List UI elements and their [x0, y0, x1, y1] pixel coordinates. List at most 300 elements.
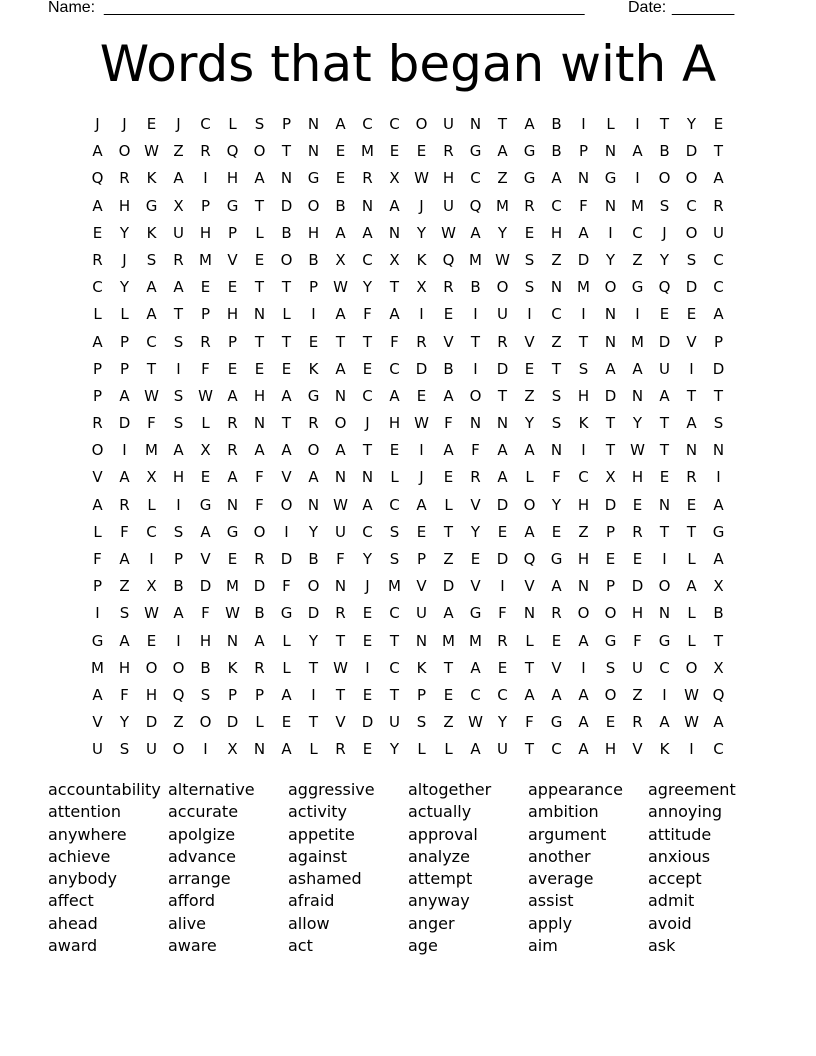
- grid-letter: S: [173, 332, 184, 351]
- grid-letter: V: [551, 658, 562, 677]
- grid-letter: I: [689, 740, 694, 759]
- grid-letter: W: [333, 495, 348, 514]
- grid-letter: O: [658, 577, 671, 596]
- grid-letter: T: [389, 278, 400, 297]
- grid-letter: F: [282, 577, 291, 596]
- grid-letter: W: [144, 604, 159, 623]
- grid-letter: W: [225, 604, 240, 623]
- grid-letter: V: [524, 577, 535, 596]
- grid-letter: O: [604, 604, 617, 623]
- grid-letter: Q: [442, 250, 455, 269]
- grid-letter: U: [659, 359, 670, 378]
- grid-letter: D: [361, 713, 374, 732]
- grid-letter: X: [200, 441, 211, 460]
- grid-letter: A: [227, 468, 238, 487]
- grid-letter: P: [119, 332, 130, 351]
- grid-letter: A: [524, 115, 535, 133]
- grid-letter: G: [145, 196, 158, 215]
- grid-letter: J: [662, 223, 667, 242]
- grid-letter: D: [496, 495, 509, 514]
- grid-letter: M: [388, 577, 401, 596]
- grid-row: [84, 628, 732, 655]
- grid-letter: A: [308, 468, 319, 487]
- grid-letter: G: [550, 713, 563, 732]
- grid-letter: A: [497, 441, 508, 460]
- grid-letter: C: [470, 169, 481, 188]
- grid-letter: T: [335, 332, 346, 351]
- grid-letter: I: [419, 441, 424, 460]
- grid-letter: Z: [578, 522, 589, 541]
- grid-letter: A: [335, 441, 346, 460]
- grid-letter: P: [281, 115, 292, 133]
- grid-letter: A: [551, 685, 562, 704]
- grid-row: [84, 220, 732, 247]
- word-item: act: [288, 936, 313, 956]
- grid-letter: D: [577, 250, 590, 269]
- grid-letter: M: [469, 631, 482, 650]
- grid-letter: H: [253, 386, 266, 405]
- word-item: appearance: [528, 780, 623, 799]
- grid-letter: M: [469, 250, 482, 269]
- grid-letter: A: [524, 441, 535, 460]
- grid-letter: P: [605, 577, 616, 596]
- grid-row: [84, 247, 732, 274]
- grid-letter: H: [226, 305, 239, 324]
- grid-letter: W: [144, 142, 159, 161]
- grid-letter: E: [443, 468, 454, 487]
- grid-letter: W: [414, 169, 429, 188]
- grid-letter: Z: [551, 332, 562, 351]
- grid-letter: T: [686, 386, 697, 405]
- grid-letter: I: [284, 522, 289, 541]
- grid-letter: A: [659, 713, 670, 732]
- grid-letter: H: [145, 685, 158, 704]
- grid-letter: E: [686, 305, 697, 324]
- grid-letter: C: [389, 658, 400, 677]
- grid-letter: A: [578, 713, 589, 732]
- grid-letter: D: [307, 604, 320, 623]
- grid-letter: I: [527, 305, 532, 324]
- grid-letter: E: [200, 468, 211, 487]
- grid-letter: P: [200, 305, 211, 324]
- grid-letter: X: [713, 658, 724, 677]
- grid-letter: A: [416, 495, 427, 514]
- grid-letter: O: [280, 250, 293, 269]
- grid-letter: U: [416, 604, 427, 623]
- grid-letter: C: [578, 468, 589, 487]
- grid-letter: O: [415, 115, 428, 133]
- grid-letter: G: [712, 522, 725, 541]
- grid-letter: S: [146, 250, 157, 269]
- word-item: apolgize: [168, 824, 236, 844]
- grid-letter: M: [91, 658, 104, 677]
- grid-letter: I: [365, 658, 370, 677]
- grid-letter: I: [311, 685, 316, 704]
- grid-letter: O: [685, 223, 698, 242]
- grid-letter: F: [444, 414, 453, 433]
- grid-letter: A: [335, 115, 346, 133]
- grid-letter: R: [173, 250, 184, 269]
- grid-letter: C: [146, 522, 157, 541]
- grid-letter: E: [632, 495, 643, 514]
- grid-letter: Q: [172, 685, 185, 704]
- grid-letter: D: [604, 495, 617, 514]
- grid-letter: E: [335, 169, 346, 188]
- word-item: arrange: [168, 869, 231, 889]
- grid-letter: P: [227, 223, 238, 242]
- word-item: altogether: [408, 780, 492, 799]
- grid-letter: S: [551, 386, 562, 405]
- grid-letter: E: [416, 142, 427, 161]
- grid-letter: U: [443, 196, 454, 215]
- word-column: [288, 779, 408, 957]
- word-item: against: [288, 846, 347, 866]
- word-item: award: [48, 936, 98, 956]
- grid-letter: E: [659, 305, 670, 324]
- grid-letter: N: [388, 223, 401, 242]
- grid-letter: F: [552, 468, 561, 487]
- grid-letter: W: [144, 386, 159, 405]
- grid-letter: A: [281, 386, 292, 405]
- grid-letter: E: [362, 359, 373, 378]
- grid-letter: B: [308, 550, 319, 568]
- grid-letter: D: [496, 550, 509, 568]
- grid-letter: A: [524, 522, 535, 541]
- grid-letter: G: [91, 631, 104, 650]
- grid-letter: L: [282, 631, 291, 650]
- grid-letter: Y: [632, 414, 643, 433]
- grid-letter: G: [469, 604, 482, 623]
- grid-letter: E: [227, 359, 238, 378]
- grid-letter: R: [632, 713, 643, 732]
- grid-letter: E: [335, 142, 346, 161]
- grid-row: [84, 655, 732, 682]
- grid-letter: V: [92, 713, 103, 732]
- grid-letter: N: [334, 386, 347, 405]
- grid-letter: K: [416, 658, 427, 677]
- grid-letter: G: [280, 604, 293, 623]
- grid-letter: C: [389, 359, 400, 378]
- grid-letter: N: [253, 740, 266, 759]
- grid-letter: A: [173, 441, 184, 460]
- grid-row: [84, 546, 732, 573]
- grid-letter: A: [281, 740, 292, 759]
- grid-letter: I: [581, 115, 586, 133]
- grid-letter: T: [254, 278, 265, 297]
- grid-letter: A: [281, 441, 292, 460]
- grid-letter: T: [335, 685, 346, 704]
- grid-letter: O: [118, 142, 131, 161]
- grid-letter: F: [336, 550, 345, 568]
- grid-letter: R: [632, 522, 643, 541]
- grid-letter: Y: [605, 250, 616, 269]
- grid-letter: A: [659, 386, 670, 405]
- grid-letter: Z: [173, 142, 184, 161]
- grid-letter: N: [712, 441, 725, 460]
- grid-row: [84, 519, 732, 546]
- grid-letter: T: [659, 115, 670, 133]
- grid-letter: X: [227, 740, 238, 759]
- grid-letter: O: [253, 142, 266, 161]
- word-item: aware: [168, 936, 217, 956]
- grid-letter: O: [199, 713, 212, 732]
- grid-letter: P: [92, 577, 103, 596]
- grid-letter: Q: [469, 196, 482, 215]
- grid-letter: A: [686, 577, 697, 596]
- grid-letter: T: [281, 142, 292, 161]
- grid-letter: E: [200, 278, 211, 297]
- grid-letter: G: [307, 169, 320, 188]
- word-item: allow: [288, 913, 330, 933]
- grid-letter: T: [578, 332, 589, 351]
- grid-letter: A: [524, 685, 535, 704]
- grid-letter: O: [172, 740, 185, 759]
- grid-letter: R: [335, 604, 346, 623]
- grid-letter: Z: [632, 250, 643, 269]
- grid-letter: M: [199, 250, 212, 269]
- grid-letter: V: [632, 740, 643, 759]
- grid-letter: A: [362, 223, 373, 242]
- grid-letter: R: [551, 604, 562, 623]
- grid-letter: O: [496, 278, 509, 297]
- grid-letter: B: [200, 658, 211, 677]
- grid-letter: R: [497, 332, 508, 351]
- word-item: attention: [48, 802, 121, 822]
- grid-letter: T: [659, 522, 670, 541]
- grid-letter: D: [604, 386, 617, 405]
- grid-letter: A: [713, 305, 724, 324]
- grid-letter: A: [470, 740, 481, 759]
- grid-letter: N: [523, 604, 536, 623]
- grid-letter: C: [632, 223, 643, 242]
- grid-letter: I: [122, 441, 127, 460]
- grid-letter: I: [581, 441, 586, 460]
- grid-letter: C: [497, 685, 508, 704]
- grid-letter: L: [282, 658, 291, 677]
- grid-letter: O: [469, 386, 482, 405]
- grid-letter: F: [579, 196, 588, 215]
- grid-letter: L: [120, 305, 129, 324]
- word-item: appetite: [288, 824, 355, 844]
- grid-letter: G: [307, 386, 320, 405]
- grid-letter: A: [173, 278, 184, 297]
- grid-letter: A: [389, 305, 400, 324]
- grid-letter: E: [146, 631, 157, 650]
- grid-letter: F: [633, 631, 642, 650]
- grid-letter: A: [335, 359, 346, 378]
- grid-letter: H: [550, 223, 563, 242]
- grid-letter: L: [93, 522, 102, 541]
- date-label: Date:: [628, 0, 667, 16]
- grid-row: [84, 682, 732, 709]
- grid-letter: M: [145, 441, 158, 460]
- grid-letter: R: [524, 196, 535, 215]
- grid-letter: P: [92, 386, 103, 405]
- grid-letter: I: [473, 305, 478, 324]
- grid-letter: N: [307, 115, 320, 133]
- grid-letter: Q: [226, 142, 239, 161]
- word-item: accountability: [48, 780, 161, 799]
- grid-letter: C: [146, 332, 157, 351]
- grid-letter: T: [443, 658, 454, 677]
- grid-letter: K: [659, 740, 670, 759]
- grid-letter: N: [469, 414, 482, 433]
- grid-letter: P: [308, 278, 319, 297]
- word-column: [528, 779, 648, 957]
- grid-letter: X: [335, 250, 346, 269]
- grid-letter: T: [389, 631, 400, 650]
- grid-letter: E: [605, 713, 616, 732]
- word-item: anger: [408, 913, 455, 933]
- word-item: anybody: [48, 869, 117, 889]
- word-column: [168, 779, 288, 957]
- grid-letter: P: [416, 550, 427, 568]
- grid-letter: B: [254, 604, 265, 623]
- grid-letter: O: [307, 441, 320, 460]
- grid-letter: G: [469, 142, 482, 161]
- grid-letter: T: [497, 115, 508, 133]
- grid-letter: Q: [523, 550, 536, 568]
- grid-letter: N: [496, 414, 509, 433]
- grid-letter: C: [389, 604, 400, 623]
- grid-letter: U: [497, 740, 508, 759]
- grid-letter: A: [146, 278, 157, 297]
- grid-letter: J: [122, 250, 127, 269]
- grid-letter: T: [362, 332, 373, 351]
- grid-letter: T: [605, 414, 616, 433]
- grid-letter: E: [416, 386, 427, 405]
- grid-letter: S: [173, 386, 184, 405]
- grid-letter: H: [442, 169, 455, 188]
- grid-letter: I: [635, 169, 640, 188]
- grid-letter: C: [713, 250, 724, 269]
- grid-letter: F: [120, 522, 129, 541]
- grid-letter: P: [713, 332, 724, 351]
- grid-letter: A: [119, 550, 130, 568]
- grid-letter: L: [255, 223, 264, 242]
- grid-letter: H: [172, 468, 185, 487]
- grid-letter: N: [334, 577, 347, 596]
- grid-letter: A: [389, 386, 400, 405]
- grid-letter: E: [362, 604, 373, 623]
- grid-letter: D: [685, 142, 698, 161]
- grid-letter: A: [281, 685, 292, 704]
- grid-letter: Z: [119, 577, 130, 596]
- grid-letter: E: [497, 522, 508, 541]
- grid-letter: R: [227, 441, 238, 460]
- word-item: apply: [528, 913, 573, 933]
- word-item: anywhere: [48, 824, 127, 844]
- grid-letter: S: [578, 359, 589, 378]
- grid-letter: J: [122, 115, 127, 133]
- grid-letter: D: [658, 332, 671, 351]
- grid-letter: K: [146, 223, 157, 242]
- grid-letter: C: [389, 115, 400, 133]
- grid-letter: A: [389, 196, 400, 215]
- grid-letter: H: [631, 604, 644, 623]
- grid-letter: E: [551, 631, 562, 650]
- word-item: anyway: [408, 891, 470, 911]
- grid-letter: M: [631, 196, 644, 215]
- grid-letter: T: [281, 278, 292, 297]
- grid-letter: H: [199, 223, 212, 242]
- grid-letter: N: [361, 196, 374, 215]
- grid-letter: V: [281, 468, 292, 487]
- grid-letter: T: [389, 685, 400, 704]
- grid-letter: O: [280, 495, 293, 514]
- grid-letter: X: [389, 250, 400, 269]
- grid-letter: W: [495, 250, 510, 269]
- grid-letter: R: [335, 740, 346, 759]
- grid-letter: I: [95, 604, 100, 623]
- word-item: another: [528, 846, 591, 866]
- grid-letter: T: [281, 332, 292, 351]
- grid-letter: I: [500, 577, 505, 596]
- grid-letter: X: [146, 577, 157, 596]
- grid-letter: I: [635, 115, 640, 133]
- grid-letter: S: [119, 604, 130, 623]
- word-item: admit: [648, 891, 695, 911]
- grid-letter: B: [173, 577, 184, 596]
- grid-letter: F: [498, 604, 507, 623]
- grid-letter: U: [92, 740, 103, 759]
- grid-letter: G: [523, 142, 536, 161]
- grid-letter: F: [147, 414, 156, 433]
- grid-letter: N: [604, 196, 617, 215]
- grid-letter: R: [200, 142, 211, 161]
- grid-letter: B: [551, 142, 562, 161]
- grid-letter: G: [226, 522, 239, 541]
- grid-letter: L: [687, 631, 696, 650]
- word-item: aim: [528, 936, 558, 956]
- grid-letter: H: [118, 196, 131, 215]
- grid-letter: A: [497, 142, 508, 161]
- grid-letter: K: [578, 414, 589, 433]
- page-title: Words that began with A: [99, 35, 717, 93]
- grid-letter: J: [95, 115, 100, 133]
- grid-letter: N: [280, 169, 293, 188]
- grid-letter: O: [334, 414, 347, 433]
- word-item: afraid: [288, 891, 335, 911]
- grid-row: [84, 329, 732, 356]
- grid-letter: F: [93, 550, 102, 568]
- grid-letter: A: [173, 169, 184, 188]
- grid-row: [84, 464, 732, 491]
- grid-letter: C: [362, 522, 373, 541]
- grid-letter: N: [604, 332, 617, 351]
- grid-letter: W: [198, 386, 213, 405]
- grid-letter: M: [631, 332, 644, 351]
- grid-letter: D: [415, 359, 428, 378]
- grid-letter: D: [118, 414, 131, 433]
- grid-letter: U: [335, 522, 346, 541]
- grid-letter: V: [335, 713, 346, 732]
- word-item: achieve: [48, 846, 111, 866]
- grid-letter: G: [226, 196, 239, 215]
- grid-letter: A: [92, 332, 103, 351]
- grid-row: [84, 165, 732, 192]
- grid-letter: L: [444, 495, 453, 514]
- grid-letter: N: [253, 305, 266, 324]
- grid-letter: P: [227, 332, 238, 351]
- grid-letter: R: [308, 414, 319, 433]
- grid-letter: E: [254, 250, 265, 269]
- grid-letter: H: [226, 169, 239, 188]
- grid-letter: E: [416, 522, 427, 541]
- grid-letter: T: [713, 142, 724, 161]
- grid-letter: Z: [632, 685, 643, 704]
- word-item: afford: [168, 891, 216, 911]
